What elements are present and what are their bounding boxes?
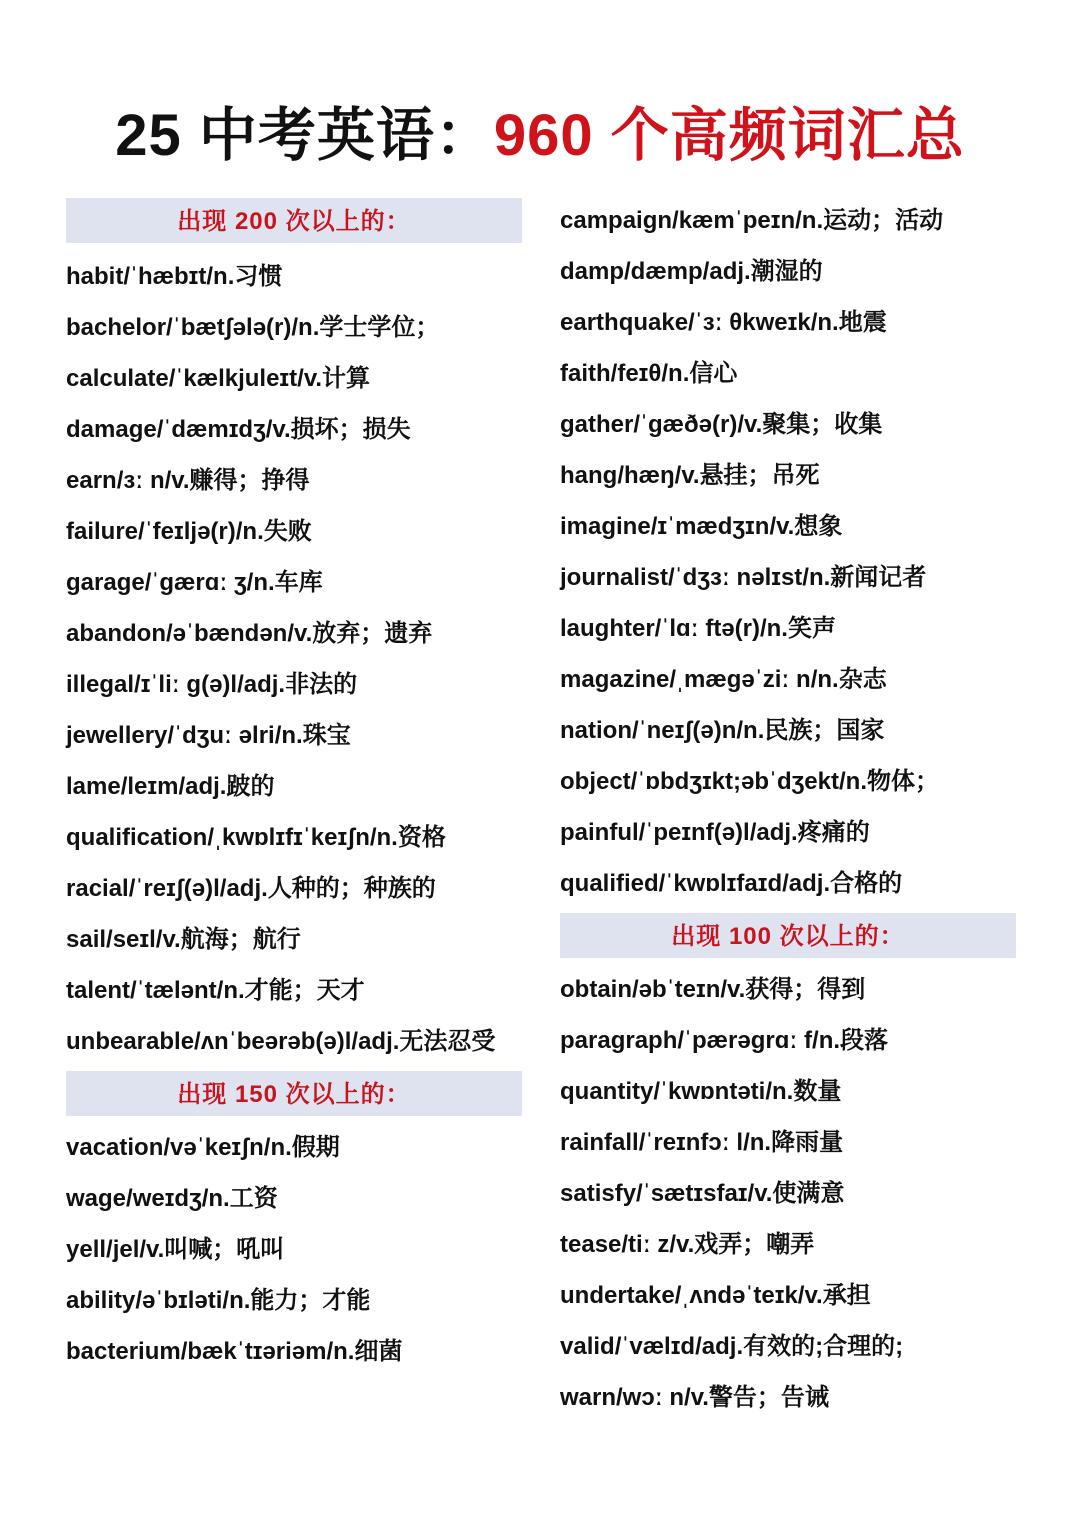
vocab-item: quantity/ˈkwɒntəti/n.数量 [560, 1078, 842, 1105]
vocab-item: obtain/əbˈteɪn/v.获得；得到 [560, 976, 866, 1003]
section-heading-200: 出现 200 次以上的： [66, 198, 522, 243]
title-prefix: 25 中考英语： [115, 103, 494, 168]
vocab-item: abandon/əˈbændən/v.放弃；遗弃 [66, 620, 433, 647]
vocab-item: bachelor/ˈbætʃələ(r)/n.学士学位； [66, 314, 440, 341]
vocab-item: ability/əˈbɪləti/n.能力；才能 [66, 1287, 371, 1314]
vocab-item: yell/jel/v.叫喊；吼叫 [66, 1236, 285, 1263]
vocab-item: jewellery/ˈdʒuː əlri/n.珠宝 [66, 722, 351, 749]
vocab-item: journalist/ˈdʒɜː nəlɪst/n.新闻记者 [560, 564, 927, 591]
vocab-item: tease/tiː z/v.戏弄；嘲弄 [560, 1231, 815, 1258]
page-title [0, 88, 1080, 172]
vocab-item: calculate/ˈkælkjuleɪt/v.计算 [66, 365, 371, 392]
title-highlight: 960 个高频词汇总 [493, 103, 965, 168]
vocab-item: habit/ˈhæbɪt/n.习惯 [66, 263, 283, 290]
vocab-item: earn/ɜː n/v.赚得；挣得 [66, 467, 310, 494]
vocab-item: racial/ˈreɪʃ(ə)l/adj.人种的；种族的 [66, 875, 436, 902]
vocab-item: gather/ˈɡæðə(r)/v.聚集；收集 [560, 411, 883, 438]
section-heading-100: 出现 100 次以上的： [560, 913, 1016, 958]
vocab-item: laughter/ˈlɑː ftə(r)/n.笑声 [560, 615, 836, 642]
vocab-item: satisfy/ˈsætɪsfaɪ/v.使满意 [560, 1180, 845, 1207]
vocab-item: qualified/ˈkwɒlɪfaɪd/adj.合格的 [560, 870, 903, 897]
vocab-item: earthquake/ˈɜː θkweɪk/n.地震 [560, 309, 887, 336]
vocab-item: talent/ˈtælənt/n.才能；天才 [66, 977, 365, 1004]
section-heading-150: 出现 150 次以上的： [66, 1071, 522, 1116]
vocab-item: object/ˈɒbdʒɪkt;əbˈdʒekt/n.物体； [560, 768, 939, 795]
left-column [66, 198, 522, 1381]
vocab-item: undertake/ˌʌndəˈteɪk/v.承担 [560, 1282, 871, 1309]
vocab-item: campaign/kæmˈpeɪn/n.运动；活动 [560, 207, 944, 234]
vocab-item: bacterium/bækˈtɪəriəm/n.细菌 [66, 1338, 403, 1365]
vocab-item: illegal/ɪˈliː ɡ(ə)l/adj.非法的 [66, 671, 358, 698]
vocab-item: hang/hæŋ/v.悬挂；吊死 [560, 462, 820, 489]
vocab-item: lame/leɪm/adj.跛的 [66, 773, 275, 800]
vocab-item: painful/ˈpeɪnf(ə)l/adj.疼痛的 [560, 819, 870, 846]
vocab-item: imagine/ɪˈmædʒɪn/v.想象 [560, 513, 843, 540]
right-column [560, 199, 1016, 1427]
vocab-item: garage/ˈɡærɑː ʒ/n.车库 [66, 569, 323, 596]
vocab-item: valid/ˈvælɪd/adj.有效的;合理的; [560, 1333, 904, 1360]
vocab-item: rainfall/ˈreɪnfɔː l/n.降雨量 [560, 1129, 844, 1156]
vocab-item: failure/ˈfeɪljə(r)/n.失败 [66, 518, 312, 545]
vocab-item: wage/weɪdʒ/n.工资 [66, 1185, 278, 1212]
vocab-item: damage/ˈdæmɪdʒ/v.损坏；损失 [66, 416, 411, 443]
vocab-item: sail/seɪl/v.航海；航行 [66, 926, 301, 953]
vocab-item: nation/ˈneɪʃ(ə)n/n.民族；国家 [560, 717, 885, 744]
vocab-item: magazine/ˌmæɡəˈziː n/n.杂志 [560, 666, 887, 693]
vocab-item: faith/feɪθ/n.信心 [560, 360, 738, 387]
vocab-item: damp/dæmp/adj.潮湿的 [560, 258, 823, 285]
vocab-item: qualification/ˌkwɒlɪfɪˈkeɪʃn/n.资格 [66, 824, 446, 851]
vocab-item: paragraph/ˈpærəɡrɑː f/n.段落 [560, 1027, 889, 1054]
vocab-item: warn/wɔː n/v.警告；告诫 [560, 1384, 829, 1411]
vocab-item: unbearable/ʌnˈbeərəb(ə)l/adj.无法忍受 [66, 1028, 496, 1055]
vocab-item: vacation/vəˈkeɪʃn/n.假期 [66, 1134, 340, 1161]
